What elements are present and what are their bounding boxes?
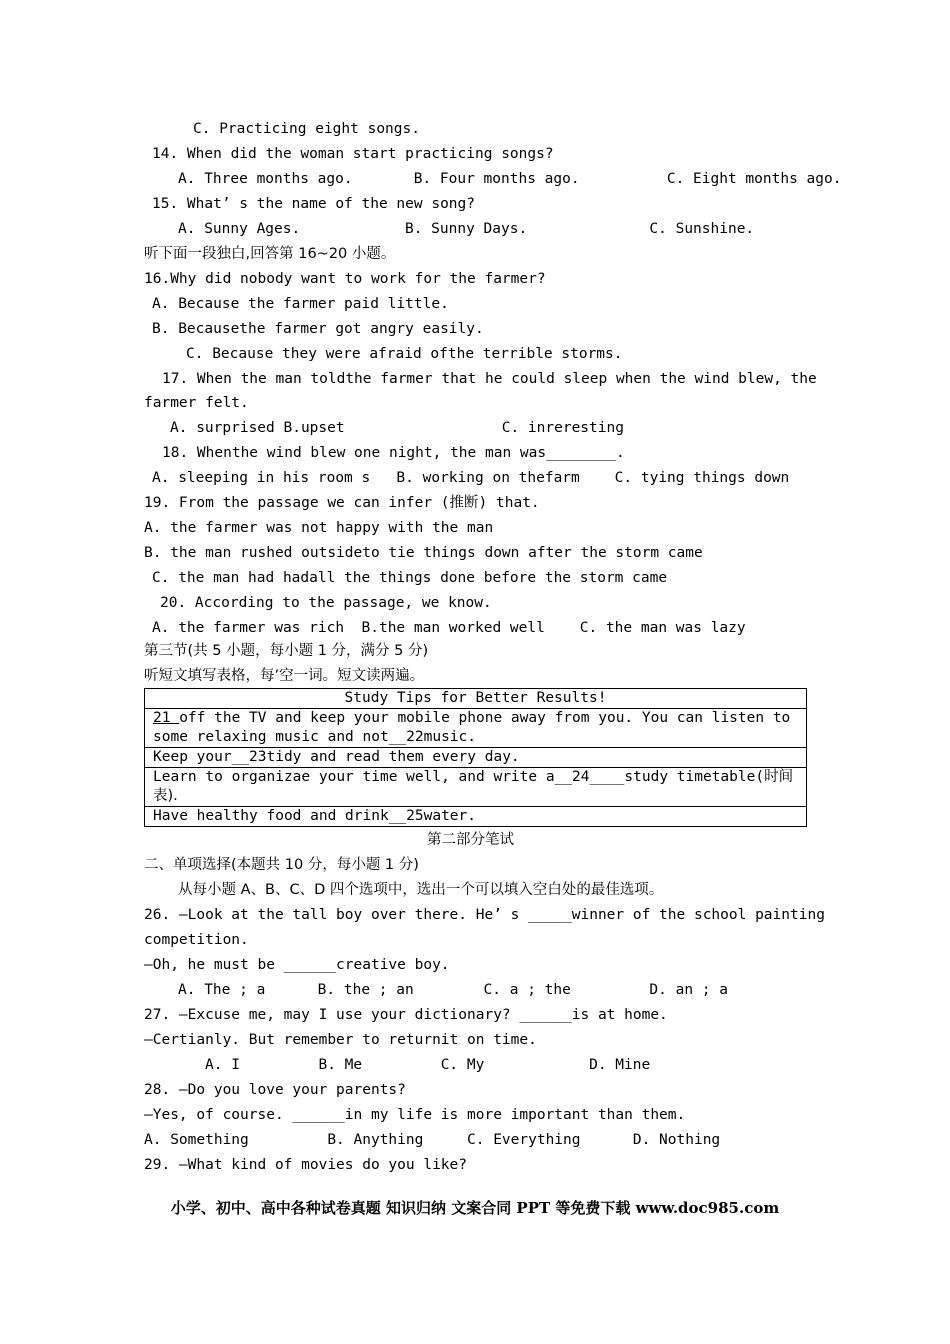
text-line: A. Because the farmer paid little.	[152, 296, 449, 312]
text-line: 听下面一段独白,回答第 16~20 小题。	[144, 246, 396, 262]
text-line: 27. —Excuse me, may I use your dictionary? ______is at home.	[144, 1007, 668, 1023]
text-line: 29. —What kind of movies do you like?	[144, 1157, 468, 1173]
text-line: 第二部分笔试	[427, 832, 514, 848]
text-line: B. the man rushed outsideto tie things down after the storm came	[144, 545, 703, 561]
text-line: A. the farmer was rich B.the man worked well C. the man was lazy	[152, 620, 746, 636]
text-line: 16.Why did nobody want to work for the farmer?	[144, 271, 546, 287]
text-line: C. the man had hadall the things done before the storm came	[152, 570, 668, 586]
text-line: 28. —Do you love your parents?	[144, 1082, 406, 1098]
text-line: 二、单项选择(本题共 10 分，每小题 1 分)	[144, 857, 419, 873]
text-line: 第三节(共 5 小题，每小题 1 分，满分 5 分)	[144, 643, 429, 659]
text-line: competition.	[144, 932, 249, 948]
text-line: A. Something B. Anything C. Everything D. Nothing	[144, 1132, 721, 1148]
text-line: C. Because they were afraid ofthe terrible storms.	[186, 346, 623, 362]
blank-21: 21	[153, 710, 180, 726]
text-line: A. Sunny Ages. B. Sunny Days. C. Sunshine.	[178, 221, 755, 237]
table-row: Keep your__23tidy and read them every day.	[145, 748, 807, 768]
text-line: 听短文填写表格，每’空一词。短文读两遍。	[144, 668, 425, 684]
table-row: 21 off the TV and keep your mobile phone away from you. You can listen to some relaxing music and not__22music.	[145, 709, 807, 748]
text-line: A. I B. Me C. My D. Mine	[205, 1057, 651, 1073]
table-row: Learn to organizae your time well, and write a__24____study timetable(时间 表).	[145, 768, 807, 807]
table-row: Have healthy food and drink__25water.	[145, 807, 807, 827]
text-line: A. The ; a B. the ; an C. a ; the D. an ; a	[178, 982, 728, 998]
table-title: Study Tips for Better Results!	[145, 689, 807, 709]
text-line: 15. What’ s the name of the new song?	[152, 196, 476, 212]
text-line: A. the farmer was not happy with the man	[144, 520, 494, 536]
text-line: —Oh, he must be ______creative boy.	[144, 957, 450, 973]
text-line: —Yes, of course. ______in my life is more important than them.	[144, 1107, 686, 1123]
text-line: 从每小题 A、B、C、D 四个选项中，选出一个可以填入空白处的最佳选项。	[178, 882, 664, 898]
text-line: 26. —Look at the tall boy over there. He’ s _____winner of the school painting	[144, 907, 825, 923]
study-tips-table	[144, 688, 807, 827]
text-line: 20. According to the passage, we know.	[160, 595, 492, 611]
text-line: 14. When did the woman start practicing songs?	[152, 146, 554, 162]
text-line: C. Practicing eight songs.	[193, 121, 420, 137]
footer-banner: 小学、初中、高中各种试卷真题 知识归纳 文案合同 PPT 等免费下载 www.doc985.com	[170, 1199, 780, 1217]
text-line: A. Three months ago. B. Four months ago. C. Eight months ago.	[178, 171, 842, 187]
text-line: 18. Whenthe wind blew one night, the man was________.	[162, 445, 625, 461]
text-line: —Certianly. But remember to returnit on time.	[144, 1032, 537, 1048]
text-line: B. Becausethe farmer got angry easily.	[152, 321, 484, 337]
text-line: 19. From the passage we can infer (推断) that.	[144, 495, 540, 511]
text-line: A. sleeping in his room s B. working on thefarm C. tying things down	[152, 470, 790, 486]
text-line: A. surprised B.upset C. inreresting	[170, 420, 624, 436]
text-line: 17. When the man toldthe farmer that he could sleep when the wind blew, the	[162, 371, 817, 387]
text-line: farmer felt.	[144, 395, 249, 411]
